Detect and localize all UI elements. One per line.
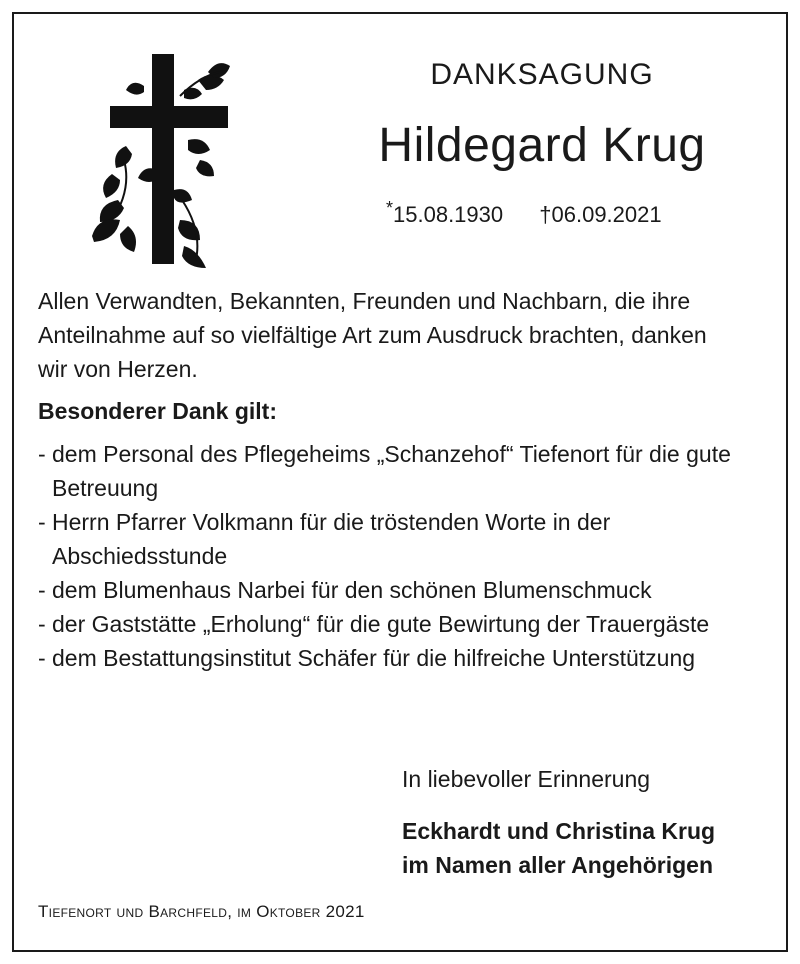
death-date: 06.09.2021	[551, 202, 662, 228]
birth-date: 15.08.1930	[393, 202, 504, 228]
thanks-item: - dem Blumenhaus Narbei für den schönen Blumenschmuck	[38, 573, 768, 607]
cross-with-ivy-icon	[88, 50, 248, 270]
place-date: Tiefenort und Barchfeld, im Oktober 2021	[38, 902, 365, 921]
thanks-item: - dem Bestattungsinstitut Schäfer für die hilfreiche Unterstützung	[38, 641, 768, 675]
thanks-item: - Herrn Pfarrer Volkmann für die tröstenden Worte in der Abschiedsstunde	[38, 505, 768, 573]
thanks-item: - der Gaststätte „Erholung“ für die gute Bewirtung der Trauergäste	[38, 607, 768, 641]
life-dates	[380, 198, 710, 228]
closing-text: In liebevoller Erinnerung	[402, 766, 651, 792]
intro-text: Allen Verwandten, Bekannten, Freunden und Nachbarn, die ihre Anteilnahme auf so vielfältige Art zum Ausdruck brachten, danken wir von Herzen.	[38, 288, 707, 382]
thanks-title: Besonderer Dank gilt:	[38, 398, 277, 424]
death-symbol: †	[539, 202, 552, 228]
signers	[402, 814, 715, 882]
deceased-name: Hildegard Krug	[378, 119, 706, 172]
thanks-list	[38, 437, 768, 675]
thanks-item: - dem Personal des Pflegeheims „Schanzehof“ Tiefenort für die gute Betreuung	[38, 437, 768, 505]
birth-symbol: *	[386, 198, 394, 218]
death-date-group	[539, 202, 661, 228]
birth-date-group	[386, 198, 503, 228]
notice-label: DANKSAGUNG	[430, 58, 654, 91]
signer-line: Eckhardt und Christina Krug	[402, 818, 716, 844]
signer-line: im Namen aller Angehörigen	[402, 852, 713, 878]
